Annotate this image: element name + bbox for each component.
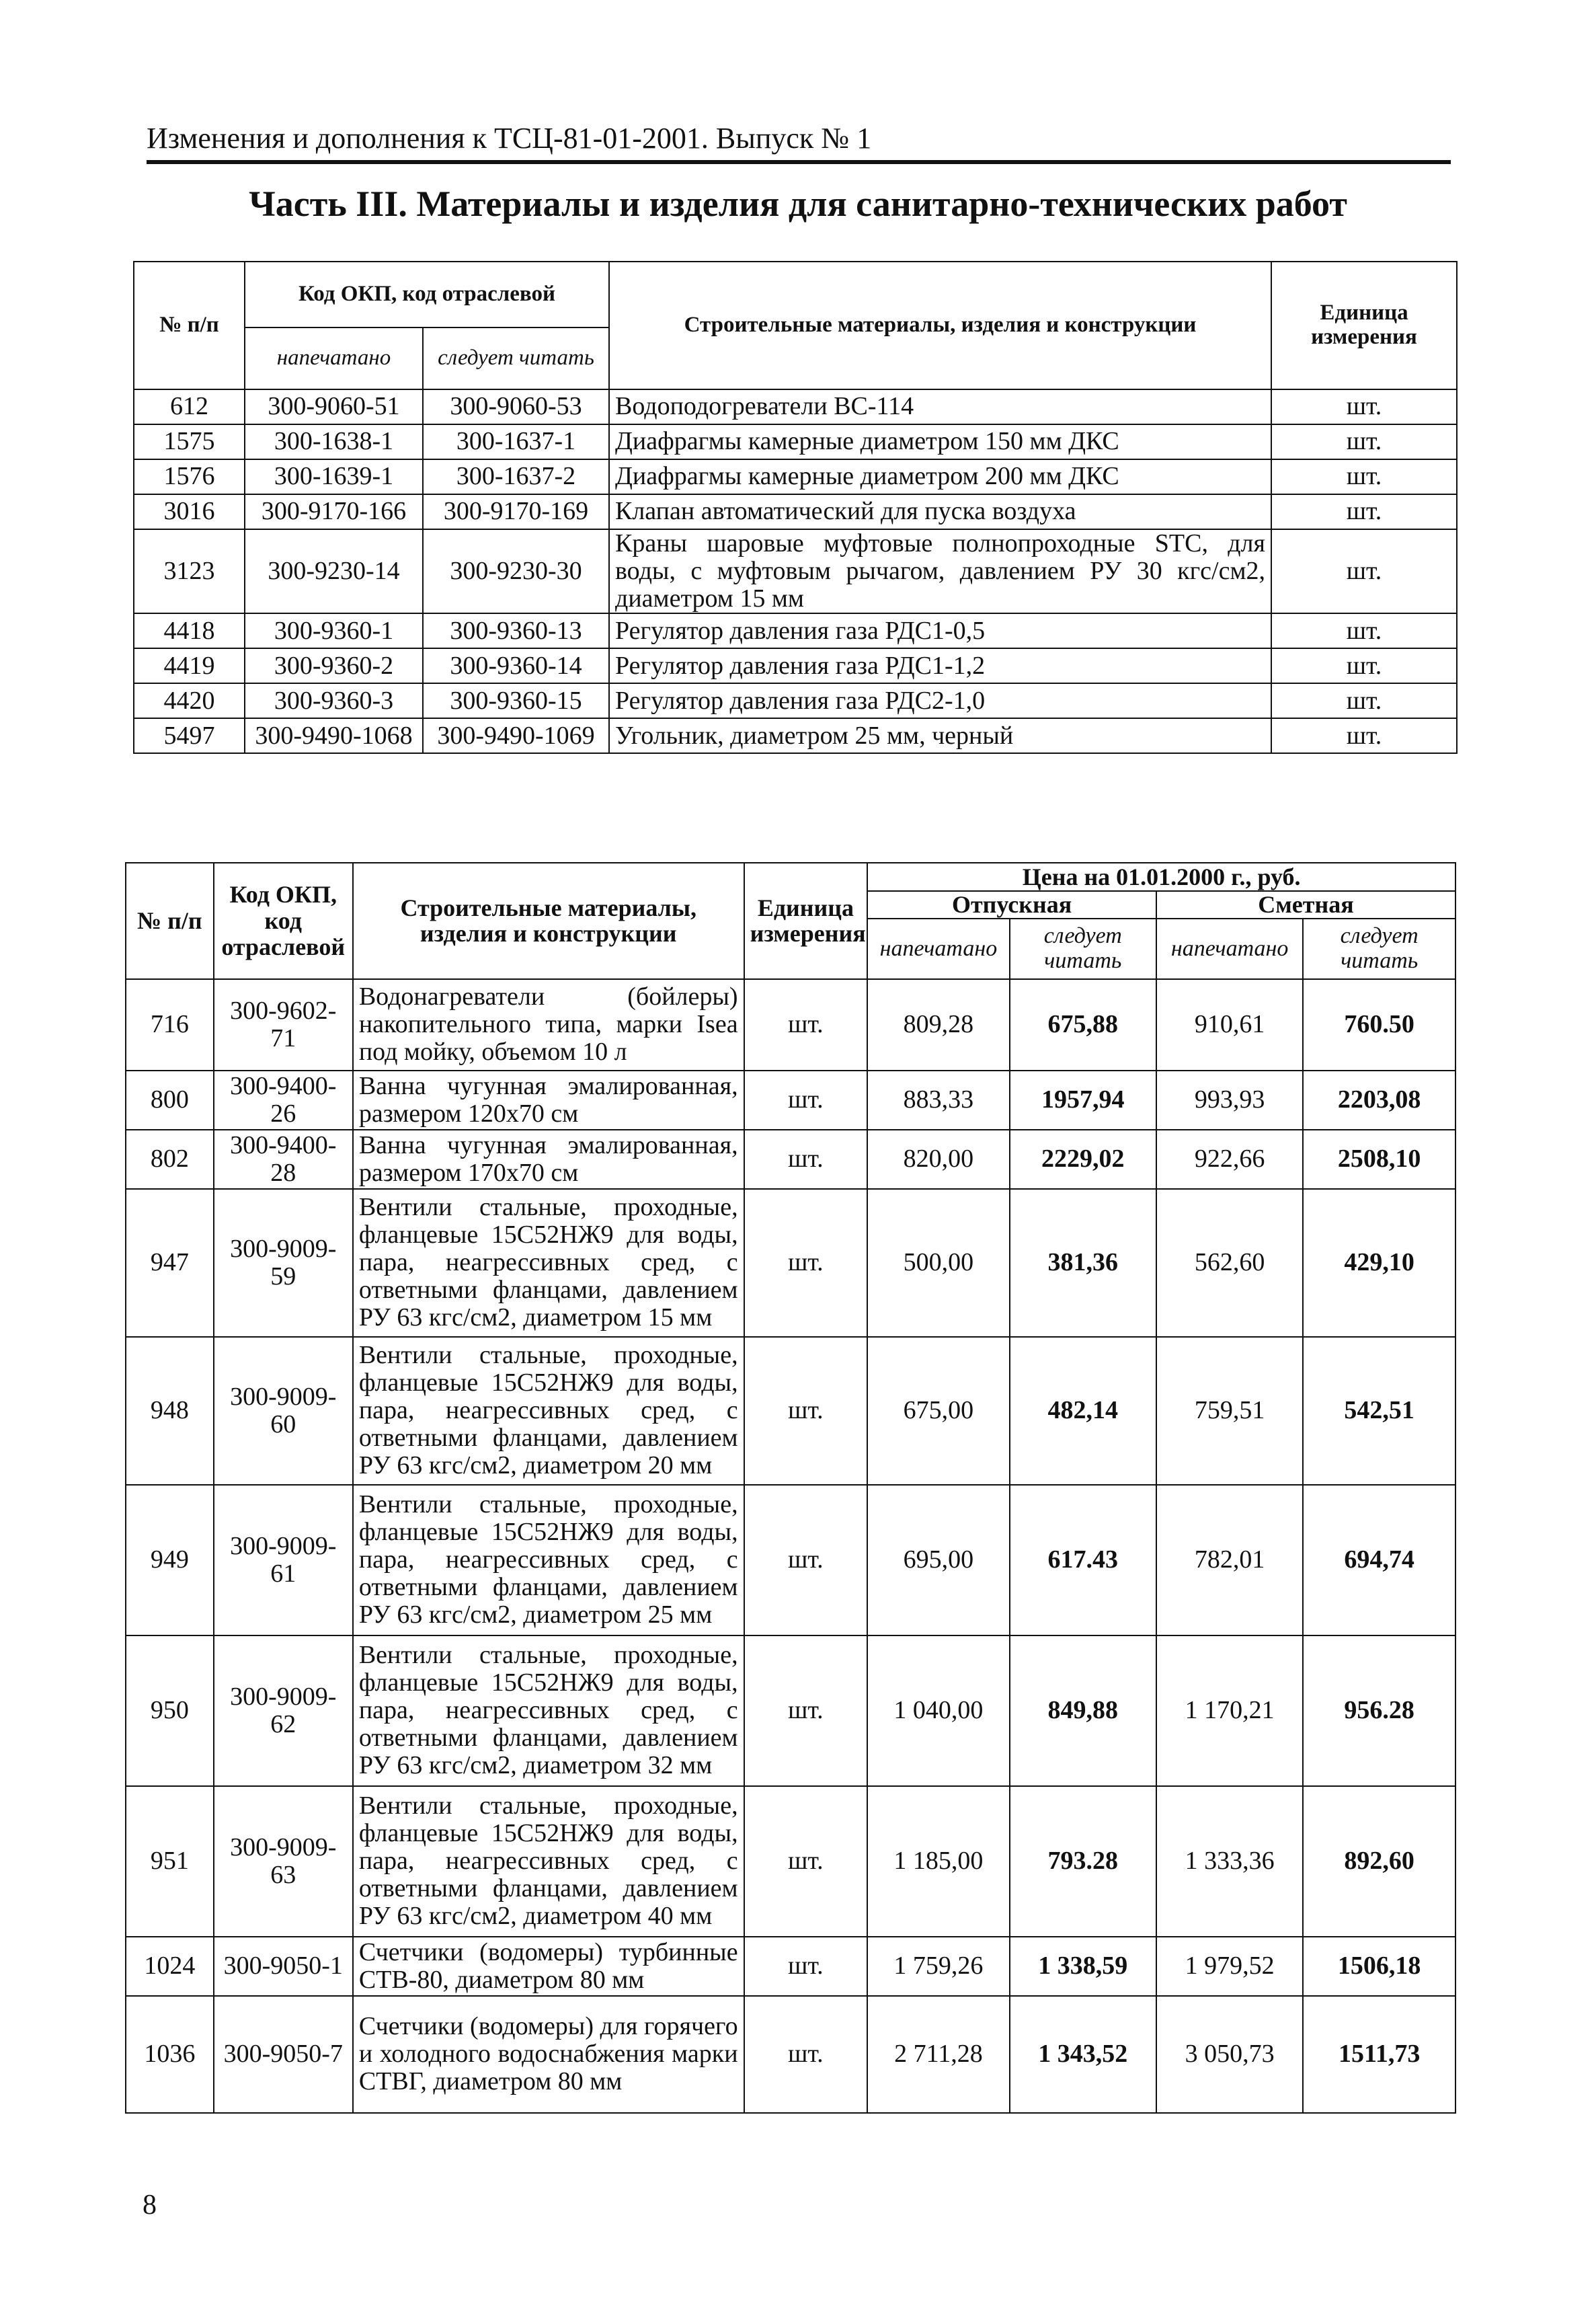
col-name-header: Строительные материалы, изделия и конструкции <box>609 262 1271 389</box>
unit: шт. <box>744 979 868 1071</box>
col-name-header: Строительные материалы, изделия и конструкции <box>353 863 744 979</box>
release-price-printed: 1 759,26 <box>867 1937 1009 1996</box>
item-name: Клапан автоматический для пуска воздуха <box>609 494 1271 529</box>
item-name: Регулятор давления газа РДС1-0,5 <box>609 613 1271 648</box>
estimate-price-should-read: 1506,18 <box>1303 1937 1455 1996</box>
col-estimate-should-read-header: следует читать <box>1303 919 1455 979</box>
code-printed: 300-9360-1 <box>245 613 423 648</box>
estimate-price-should-read: 760.50 <box>1303 979 1455 1071</box>
unit: шт. <box>744 1189 868 1337</box>
estimate-price-should-read: 2203,08 <box>1303 1071 1455 1130</box>
row-number: 4419 <box>134 648 245 683</box>
release-price-should-read: 793.28 <box>1010 1786 1156 1937</box>
col-num-header: № п/п <box>134 262 245 389</box>
item-name: Счетчики (водомеры) для горячего и холодного водоснабжения марки СТВГ, диаметром 80 мм <box>353 1996 744 2113</box>
col-estimate-printed-header: напечатано <box>1156 919 1303 979</box>
code-should-read: 300-9230-30 <box>423 529 609 613</box>
row-number: 4420 <box>134 683 245 718</box>
estimate-price-should-read: 956.28 <box>1303 1635 1455 1786</box>
col-unit-header: Единица измерения <box>1271 262 1457 389</box>
row-number: 3123 <box>134 529 245 613</box>
estimate-price-should-read: 2508,10 <box>1303 1130 1455 1189</box>
code: 300-9050-1 <box>214 1937 353 1996</box>
item-name: Ванна чугунная эмалированная, размером 120х70 см <box>353 1071 744 1130</box>
estimate-price-printed: 759,51 <box>1156 1337 1303 1485</box>
code-should-read: 300-9170-169 <box>423 494 609 529</box>
item-name: Регулятор давления газа РДС1-1,2 <box>609 648 1271 683</box>
code-should-read: 300-1637-2 <box>423 459 609 494</box>
table-row <box>134 718 1457 753</box>
code: 300-9009-61 <box>214 1485 353 1635</box>
release-price-printed: 2 711,28 <box>867 1996 1009 2113</box>
unit: шт. <box>744 1130 868 1189</box>
running-header: Изменения и дополнения к ТСЦ-81-01-2001. Выпуск № 1 <box>147 122 872 155</box>
item-name: Регулятор давления газа РДС2-1,0 <box>609 683 1271 718</box>
code: 300-9400-26 <box>214 1071 353 1130</box>
unit: шт. <box>1271 529 1457 613</box>
unit: шт. <box>1271 459 1457 494</box>
code-printed: 300-1639-1 <box>245 459 423 494</box>
item-name: Диафрагмы камерные диаметром 200 мм ДКС <box>609 459 1271 494</box>
row-number: 1036 <box>126 1996 214 2113</box>
col-num-header: № п/п <box>126 863 214 979</box>
release-price-should-read: 2229,02 <box>1010 1130 1156 1189</box>
corrections-table-codes <box>133 261 1458 754</box>
release-price-should-read: 849,88 <box>1010 1635 1156 1786</box>
unit: шт. <box>744 1071 868 1130</box>
row-number: 949 <box>126 1485 214 1635</box>
row-number: 1576 <box>134 459 245 494</box>
estimate-price-printed: 3 050,73 <box>1156 1996 1303 2113</box>
table-row <box>134 529 1457 613</box>
col-release-should-read-header: следует читать <box>1010 919 1156 979</box>
estimate-price-should-read: 892,60 <box>1303 1786 1455 1937</box>
code-printed: 300-1638-1 <box>245 424 423 459</box>
release-price-should-read: 1 338,59 <box>1010 1937 1156 1996</box>
estimate-price-printed: 922,66 <box>1156 1130 1303 1189</box>
item-name: Водонагреватели (бойлеры) накопительного типа, марки Isea под мойку, объемом 10 л <box>353 979 744 1071</box>
code-should-read: 300-9360-14 <box>423 648 609 683</box>
release-price-should-read: 1 343,52 <box>1010 1996 1156 2113</box>
table-row <box>126 1130 1455 1189</box>
table-row <box>126 1071 1455 1130</box>
col-code-group-header: Код ОКП, код отраслевой <box>245 262 609 327</box>
release-price-should-read: 381,36 <box>1010 1189 1156 1337</box>
row-number: 5497 <box>134 718 245 753</box>
row-number: 1575 <box>134 424 245 459</box>
row-number: 950 <box>126 1635 214 1786</box>
table-row <box>134 613 1457 648</box>
table-row <box>126 1996 1455 2113</box>
code-printed: 300-9170-166 <box>245 494 423 529</box>
item-name: Угольник, диаметром 25 мм, черный <box>609 718 1271 753</box>
table-row <box>134 459 1457 494</box>
table-row <box>134 389 1457 424</box>
estimate-price-should-read: 429,10 <box>1303 1189 1455 1337</box>
col-release-header: Отпускная <box>867 891 1156 919</box>
table-row <box>126 1485 1455 1635</box>
code-should-read: 300-9360-13 <box>423 613 609 648</box>
row-number: 951 <box>126 1786 214 1937</box>
item-name: Вентили стальные, проходные, фланцевые 15С52НЖ9 для воды, пара, неагрессивных сред, с ответными фланцами, давлением РУ 63 кгс/см2, диаметром 25 мм <box>353 1485 744 1635</box>
release-price-printed: 809,28 <box>867 979 1009 1071</box>
code: 300-9400-28 <box>214 1130 353 1189</box>
row-number: 716 <box>126 979 214 1071</box>
table-row <box>134 683 1457 718</box>
unit: шт. <box>1271 683 1457 718</box>
col-estimate-header: Сметная <box>1156 891 1455 919</box>
estimate-price-should-read: 542,51 <box>1303 1337 1455 1485</box>
header-rule <box>147 160 1451 164</box>
code: 300-9009-60 <box>214 1337 353 1485</box>
col-code-header: Код ОКП, код отраслевой <box>214 863 353 979</box>
page-number: 8 <box>143 2190 157 2221</box>
unit: шт. <box>1271 648 1457 683</box>
code: 300-9009-62 <box>214 1635 353 1786</box>
estimate-price-printed: 993,93 <box>1156 1071 1303 1130</box>
code-printed: 300-9230-14 <box>245 529 423 613</box>
col-should-read-header: следует читать <box>423 327 609 389</box>
table-row <box>126 1189 1455 1337</box>
table-row <box>134 424 1457 459</box>
estimate-price-printed: 910,61 <box>1156 979 1303 1071</box>
release-price-printed: 695,00 <box>867 1485 1009 1635</box>
estimate-price-printed: 1 333,36 <box>1156 1786 1303 1937</box>
item-name: Ванна чугунная эмалированная, размером 170х70 см <box>353 1130 744 1189</box>
code-should-read: 300-9360-15 <box>423 683 609 718</box>
item-name: Вентили стальные, проходные, фланцевые 15С52НЖ9 для воды, пара, неагрессивных сред, с ответными фланцами, давлением РУ 63 кгс/см2, диаметром 40 мм <box>353 1786 744 1937</box>
unit: шт. <box>744 1937 868 1996</box>
unit: шт. <box>1271 613 1457 648</box>
release-price-printed: 1 185,00 <box>867 1786 1009 1937</box>
item-name: Вентили стальные, проходные, фланцевые 15С52НЖ9 для воды, пара, неагрессивных сред, с ответными фланцами, давлением РУ 63 кгс/см2, диаметром 20 мм <box>353 1337 744 1485</box>
corrections-table-prices <box>125 862 1456 2114</box>
item-name: Краны шаровые муфтовые полнопроходные STC, для воды, с муфтовым рычагом, давлением РУ 30 кгс/см2, диаметром 15 мм <box>609 529 1271 613</box>
estimate-price-printed: 1 979,52 <box>1156 1937 1303 1996</box>
item-name: Водоподогреватели ВС-114 <box>609 389 1271 424</box>
code-printed: 300-9490-1068 <box>245 718 423 753</box>
unit: шт. <box>744 1786 868 1937</box>
code-printed: 300-9360-2 <box>245 648 423 683</box>
code: 300-9602-71 <box>214 979 353 1071</box>
row-number: 802 <box>126 1130 214 1189</box>
unit: шт. <box>1271 494 1457 529</box>
row-number: 612 <box>134 389 245 424</box>
unit: шт. <box>744 1635 868 1786</box>
code: 300-9009-63 <box>214 1786 353 1937</box>
col-unit-header: Единица измерения <box>744 863 868 979</box>
row-number: 4418 <box>134 613 245 648</box>
col-printed-header: напечатано <box>245 327 423 389</box>
table-row <box>126 979 1455 1071</box>
code-should-read: 300-1637-1 <box>423 424 609 459</box>
code: 300-9009-59 <box>214 1189 353 1337</box>
release-price-should-read: 617.43 <box>1010 1485 1156 1635</box>
release-price-printed: 883,33 <box>867 1071 1009 1130</box>
estimate-price-should-read: 694,74 <box>1303 1485 1455 1635</box>
table-row <box>126 1937 1455 1996</box>
release-price-should-read: 1957,94 <box>1010 1071 1156 1130</box>
row-number: 948 <box>126 1337 214 1485</box>
unit: шт. <box>1271 424 1457 459</box>
estimate-price-should-read: 1511,73 <box>1303 1996 1455 2113</box>
unit: шт. <box>1271 718 1457 753</box>
code: 300-9050-7 <box>214 1996 353 2113</box>
estimate-price-printed: 562,60 <box>1156 1189 1303 1337</box>
release-price-printed: 675,00 <box>867 1337 1009 1485</box>
row-number: 800 <box>126 1071 214 1130</box>
unit: шт. <box>744 1996 868 2113</box>
code-printed: 300-9060-51 <box>245 389 423 424</box>
estimate-price-printed: 782,01 <box>1156 1485 1303 1635</box>
part-title: Часть III. Материалы и изделия для санитарно-технических работ <box>249 184 1347 224</box>
unit: шт. <box>744 1485 868 1635</box>
item-name: Вентили стальные, проходные, фланцевые 15С52НЖ9 для воды, пара, неагрессивных сред, с ответными фланцами, давлением РУ 63 кгс/см2, диаметром 15 мм <box>353 1189 744 1337</box>
row-number: 1024 <box>126 1937 214 1996</box>
release-price-should-read: 482,14 <box>1010 1337 1156 1485</box>
row-number: 947 <box>126 1189 214 1337</box>
table-row <box>126 1786 1455 1937</box>
release-price-printed: 500,00 <box>867 1189 1009 1337</box>
estimate-price-printed: 1 170,21 <box>1156 1635 1303 1786</box>
col-release-printed-header: напечатано <box>867 919 1009 979</box>
table-row <box>126 1635 1455 1786</box>
table-row <box>134 494 1457 529</box>
row-number: 3016 <box>134 494 245 529</box>
code-printed: 300-9360-3 <box>245 683 423 718</box>
col-price-group-header: Цена на 01.01.2000 г., руб. <box>867 863 1455 891</box>
release-price-printed: 1 040,00 <box>867 1635 1009 1786</box>
release-price-printed: 820,00 <box>867 1130 1009 1189</box>
item-name: Вентили стальные, проходные, фланцевые 15С52НЖ9 для воды, пара, неагрессивных сред, с ответными фланцами, давлением РУ 63 кгс/см2, диаметром 32 мм <box>353 1635 744 1786</box>
code-should-read: 300-9060-53 <box>423 389 609 424</box>
code-should-read: 300-9490-1069 <box>423 718 609 753</box>
unit: шт. <box>744 1337 868 1485</box>
unit: шт. <box>1271 389 1457 424</box>
item-name: Счетчики (водомеры) турбинные СТВ-80, диаметром 80 мм <box>353 1937 744 1996</box>
release-price-should-read: 675,88 <box>1010 979 1156 1071</box>
item-name: Диафрагмы камерные диаметром 150 мм ДКС <box>609 424 1271 459</box>
table-row <box>126 1337 1455 1485</box>
table-row <box>134 648 1457 683</box>
